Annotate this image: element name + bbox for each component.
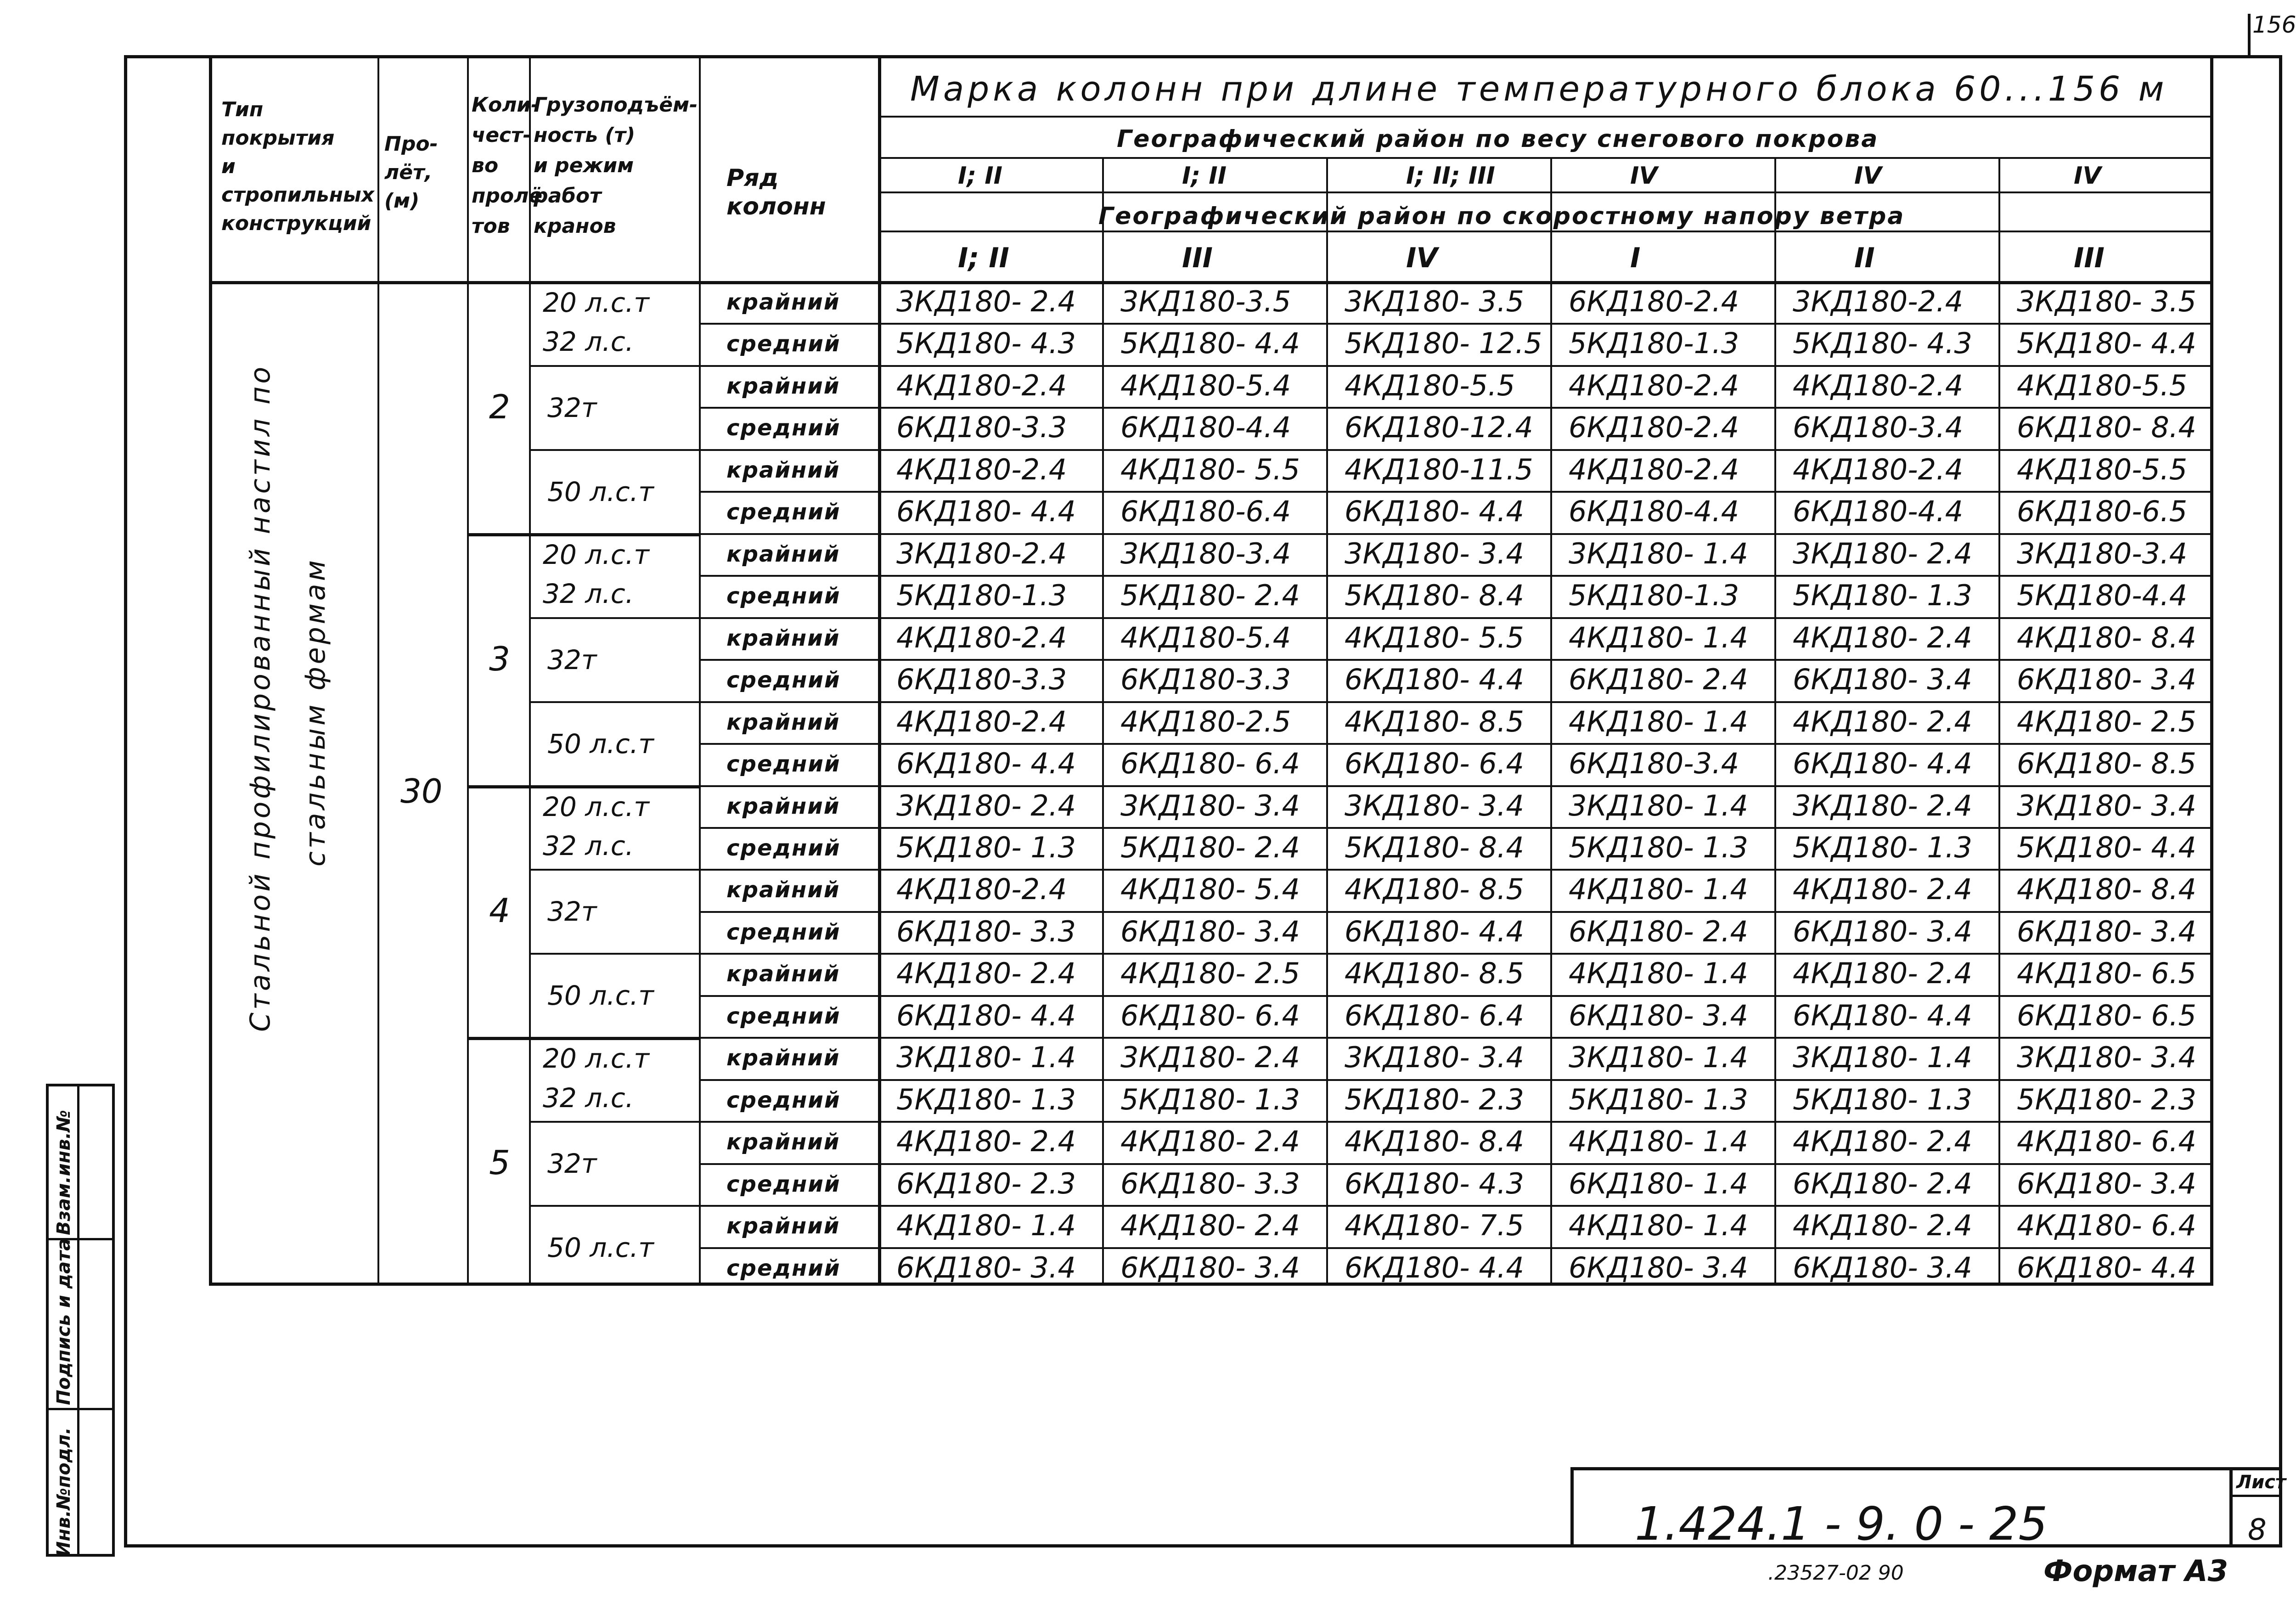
column-mark-cell: 4КД180-2.4 bbox=[1569, 368, 1739, 402]
grid-line bbox=[1998, 157, 2000, 1286]
column-mark-cell: 5КД180- 4.4 bbox=[2017, 830, 2196, 864]
column-mark-cell: 6КД180-3.3 bbox=[896, 411, 1067, 445]
column-marks-table bbox=[209, 55, 2213, 1286]
column-mark-cell: 3КД180- 1.4 bbox=[896, 1041, 1076, 1075]
grid-line bbox=[699, 1037, 2213, 1039]
column-mark-cell: 6КД180- 6.4 bbox=[1120, 747, 1300, 781]
column-mark-cell: 5КД180- 4.3 bbox=[1793, 326, 1972, 360]
header-span-label: лёт, bbox=[384, 161, 433, 184]
grid-line bbox=[529, 617, 699, 619]
crane-load-label: 50 л.с.т bbox=[547, 476, 654, 507]
column-mark-cell: 6КД180- 6.5 bbox=[2017, 998, 2196, 1032]
grid-line bbox=[699, 1121, 2213, 1123]
row-type-label: крайний bbox=[726, 793, 840, 819]
grid-line bbox=[699, 491, 2213, 493]
column-mark-cell: 3КД180- 1.4 bbox=[1569, 1041, 1748, 1075]
header-span-label: Про- bbox=[384, 132, 438, 156]
row-type-label: средний bbox=[726, 1087, 841, 1113]
table-title: Марка колонн при длине температурного блока 60...156 м bbox=[910, 69, 2168, 109]
column-mark-cell: 6КД180- 6.4 bbox=[1345, 998, 1524, 1032]
span-count: 2 bbox=[489, 387, 510, 426]
column-mark-cell: 4КД180-2.4 bbox=[896, 620, 1067, 654]
side-stamp-cell bbox=[49, 1408, 112, 1559]
sheet-number: 8 bbox=[2248, 1513, 2267, 1547]
grid-line bbox=[699, 785, 2213, 787]
column-mark-cell: 4КД180-5.5 bbox=[2017, 452, 2188, 486]
header-qty-label: пролё bbox=[472, 184, 543, 208]
column-mark-cell: 4КД180- 1.4 bbox=[1569, 620, 1748, 654]
column-mark-cell: 4КД180- 2.5 bbox=[1120, 957, 1300, 990]
crane-load-label: 32 л.с. bbox=[543, 830, 634, 861]
column-mark-cell: 3КД180- 1.4 bbox=[1569, 788, 1748, 822]
crane-load-label: 20 л.с.т bbox=[543, 539, 649, 570]
column-mark-cell: 6КД180- 4.4 bbox=[1345, 663, 1524, 697]
grid-line bbox=[467, 1037, 699, 1040]
footer-format: Формат А3 bbox=[2043, 1554, 2228, 1588]
column-mark-cell: 4КД180-2.4 bbox=[896, 368, 1067, 402]
snow-region-5: IV bbox=[1854, 162, 1882, 190]
header-qty-label: чест- bbox=[472, 124, 531, 147]
column-mark-cell: 6КД180- 4.4 bbox=[896, 495, 1076, 529]
column-mark-cell: 3КД180- 3.4 bbox=[2017, 788, 2196, 822]
column-mark-cell: 6КД180- 4.4 bbox=[1793, 747, 1972, 781]
column-mark-cell: 4КД180- 2.4 bbox=[1120, 1125, 1300, 1159]
snow-region-6: IV bbox=[2074, 162, 2101, 190]
span-value: 30 bbox=[400, 772, 443, 810]
column-mark-cell: 4КД180- 8.4 bbox=[2017, 620, 2196, 654]
column-mark-cell: 4КД180- 2.4 bbox=[1793, 1125, 1972, 1159]
grid-line bbox=[699, 617, 2213, 619]
column-mark-cell: 4КД180- 5.5 bbox=[1345, 620, 1524, 654]
column-mark-cell: 4КД180-11.5 bbox=[1345, 452, 1533, 486]
sheet-label: Лист bbox=[2236, 1472, 2286, 1493]
column-mark-cell: 3КД180- 1.4 bbox=[1569, 536, 1748, 570]
column-mark-cell: 3КД180- 3.5 bbox=[1345, 285, 1524, 318]
grid-line bbox=[467, 785, 699, 788]
grid-line bbox=[699, 659, 2213, 661]
column-mark-cell: 6КД180- 2.3 bbox=[896, 1166, 1076, 1200]
column-mark-cell: 5КД180-1.3 bbox=[1569, 579, 1739, 613]
column-mark-cell: 4КД180- 1.4 bbox=[1569, 957, 1748, 990]
row-type-label: средний bbox=[726, 1255, 841, 1281]
column-mark-cell: 4КД180- 2.5 bbox=[2017, 704, 2196, 738]
column-mark-cell: 4КД180- 2.4 bbox=[1793, 957, 1972, 990]
column-mark-cell: 3КД180- 3.4 bbox=[1345, 536, 1524, 570]
side-stamp-cell bbox=[49, 1238, 112, 1408]
column-mark-cell: 6КД180- 4.4 bbox=[1345, 1250, 1524, 1284]
crane-load-label: 32 л.с. bbox=[543, 578, 634, 610]
column-mark-cell: 3КД180-2.4 bbox=[896, 536, 1067, 570]
column-mark-cell: 4КД180- 8.4 bbox=[1345, 1125, 1524, 1159]
grid-line bbox=[212, 281, 2213, 284]
column-mark-cell: 6КД180-4.4 bbox=[1120, 411, 1291, 445]
snow-region-title: Географический район по весу снегового покрова bbox=[1117, 125, 1879, 153]
grid-line bbox=[699, 995, 2213, 997]
column-mark-cell: 5КД180- 1.3 bbox=[1120, 1082, 1300, 1116]
crane-load-label: 32т bbox=[547, 644, 597, 675]
column-mark-cell: 6КД180- 4.4 bbox=[896, 747, 1076, 781]
grid-line bbox=[878, 157, 2213, 159]
header-crane-label: ность (т) bbox=[534, 124, 636, 147]
column-mark-cell: 5КД180- 2.4 bbox=[1120, 579, 1300, 613]
row-type-label: крайний bbox=[726, 625, 840, 651]
column-mark-cell: 6КД180-3.3 bbox=[896, 663, 1067, 697]
grid-line bbox=[699, 743, 2213, 745]
row-type-label: средний bbox=[726, 1171, 841, 1197]
column-mark-cell: 6КД180- 4.3 bbox=[1345, 1166, 1524, 1200]
column-mark-cell: 4КД180- 7.5 bbox=[1345, 1209, 1524, 1243]
column-mark-cell: 5КД180- 1.3 bbox=[1793, 830, 1972, 864]
side-stamp-label: Подпись и дата bbox=[53, 1238, 74, 1405]
page-number: 156 bbox=[2252, 11, 2296, 38]
row-type-label: средний bbox=[726, 415, 841, 441]
column-mark-cell: 6КД180- 6.4 bbox=[1345, 747, 1524, 781]
column-mark-cell: 3КД180-3.4 bbox=[2017, 536, 2188, 570]
header-qty-label: во bbox=[472, 154, 499, 177]
column-mark-cell: 3КД180- 3.4 bbox=[1345, 788, 1524, 822]
wind-region-5: II bbox=[1854, 242, 1875, 274]
column-mark-cell: 6КД180-12.4 bbox=[1345, 411, 1533, 445]
column-mark-cell: 5КД180-1.3 bbox=[896, 579, 1067, 613]
crane-load-label: 50 л.с.т bbox=[547, 728, 654, 760]
column-mark-cell: 6КД180- 3.4 bbox=[1793, 1250, 1972, 1284]
column-mark-cell: 3КД180- 3.4 bbox=[1345, 1041, 1524, 1075]
header-type-label: стропильных bbox=[221, 183, 375, 207]
column-mark-cell: 6КД180- 3.3 bbox=[1120, 1166, 1300, 1200]
snow-region-4: IV bbox=[1630, 162, 1658, 190]
column-mark-cell: 3КД180- 1.4 bbox=[1793, 1041, 1972, 1075]
column-mark-cell: 6КД180- 3.4 bbox=[1793, 663, 1972, 697]
column-mark-cell: 6КД180- 3.4 bbox=[1793, 914, 1972, 948]
column-mark-cell: 6КД180-3.3 bbox=[1120, 663, 1291, 697]
grid-line bbox=[699, 701, 2213, 703]
column-mark-cell: 5КД180- 8.4 bbox=[1345, 579, 1524, 613]
column-mark-cell: 6КД180- 4.4 bbox=[1345, 914, 1524, 948]
row-type-label: крайний bbox=[726, 289, 840, 315]
column-mark-cell: 4КД180- 8.5 bbox=[1345, 704, 1524, 738]
grid-line bbox=[699, 911, 2213, 913]
row-type-label: средний bbox=[726, 667, 841, 693]
crane-load-label: 50 л.с.т bbox=[547, 980, 654, 1012]
column-mark-cell: 6КД180- 8.4 bbox=[2017, 411, 2196, 445]
grid-line bbox=[1326, 157, 1328, 1286]
side-stamp-cell bbox=[49, 1086, 112, 1238]
column-mark-cell: 4КД180- 8.4 bbox=[2017, 872, 2196, 906]
footer-order-code: .23527-02 90 bbox=[1768, 1561, 1904, 1585]
grid-line bbox=[699, 449, 2213, 451]
row-type-label: средний bbox=[726, 919, 841, 945]
header-type-label: покрытия bbox=[221, 126, 335, 150]
column-mark-cell: 4КД180- 1.4 bbox=[896, 1209, 1076, 1243]
column-mark-cell: 6КД180-2.4 bbox=[1569, 411, 1739, 445]
header-span-label: (м) bbox=[384, 189, 420, 213]
crane-load-label: 20 л.с.т bbox=[543, 791, 649, 822]
column-mark-cell: 6КД180- 3.4 bbox=[896, 1250, 1076, 1284]
grid-line bbox=[878, 191, 2213, 193]
row-type-label: средний bbox=[726, 751, 841, 777]
header-type-label: Тип bbox=[221, 98, 264, 121]
grid-line bbox=[699, 1079, 2213, 1081]
grid-line bbox=[878, 231, 2213, 232]
crane-load-label: 32 л.с. bbox=[543, 1082, 634, 1114]
side-stamp bbox=[46, 1084, 115, 1557]
grid-line bbox=[529, 58, 531, 1286]
roof-type-label: Стальной профилированный настил по bbox=[244, 364, 276, 1032]
column-mark-cell: 4КД180-5.5 bbox=[2017, 368, 2188, 402]
column-mark-cell: 5КД180- 4.4 bbox=[2017, 326, 2196, 360]
span-count: 3 bbox=[489, 639, 510, 678]
row-type-label: крайний bbox=[726, 877, 840, 903]
column-mark-cell: 5КД180-4.4 bbox=[2017, 579, 2188, 613]
row-type-label: крайний bbox=[726, 1045, 840, 1071]
snow-region-3: I; II; III bbox=[1406, 162, 1495, 190]
grid-line bbox=[699, 58, 701, 1286]
grid-line bbox=[878, 58, 881, 1286]
column-mark-cell: 6КД180- 3.4 bbox=[2017, 1166, 2196, 1200]
column-mark-cell: 6КД180-4.4 bbox=[1793, 495, 1964, 529]
column-mark-cell: 6КД180-3.4 bbox=[1569, 747, 1739, 781]
grid-line bbox=[529, 869, 699, 871]
column-mark-cell: 5КД180- 2.4 bbox=[1120, 830, 1300, 864]
wind-region-6: III bbox=[2074, 242, 2105, 274]
column-mark-cell: 3КД180- 2.4 bbox=[1793, 536, 1972, 570]
column-mark-cell: 4КД180-5.4 bbox=[1120, 368, 1291, 402]
grid-line bbox=[699, 365, 2213, 367]
crane-load-label: 32 л.с. bbox=[543, 326, 634, 358]
column-mark-cell: 6КД180- 4.4 bbox=[896, 998, 1076, 1032]
column-mark-cell: 6КД180- 2.4 bbox=[1793, 1166, 1972, 1200]
grid-line bbox=[699, 953, 2213, 955]
column-mark-cell: 6КД180- 6.4 bbox=[1120, 998, 1300, 1032]
row-type-label: средний bbox=[726, 331, 841, 357]
column-mark-cell: 5КД180- 2.3 bbox=[2017, 1082, 2196, 1116]
crane-load-label: 32т bbox=[547, 1148, 597, 1180]
column-mark-cell: 4КД180-5.4 bbox=[1120, 620, 1291, 654]
column-mark-cell: 3КД180-3.4 bbox=[1120, 536, 1291, 570]
column-mark-cell: 5КД180- 1.3 bbox=[896, 830, 1076, 864]
row-type-label: крайний bbox=[726, 1129, 840, 1155]
row-type-label: крайний bbox=[726, 457, 840, 483]
column-mark-cell: 5КД180- 1.3 bbox=[1793, 579, 1972, 613]
column-mark-cell: 4КД180- 2.4 bbox=[1120, 1209, 1300, 1243]
column-mark-cell: 6КД180- 8.5 bbox=[2017, 747, 2196, 781]
column-mark-cell: 4КД180- 2.4 bbox=[896, 957, 1076, 990]
row-type-label: крайний bbox=[726, 541, 840, 567]
column-mark-cell: 6КД180- 4.4 bbox=[1345, 495, 1524, 529]
column-mark-cell: 3КД180- 2.4 bbox=[896, 285, 1076, 318]
row-type-label: средний bbox=[726, 499, 841, 525]
grid-line bbox=[529, 953, 699, 955]
column-mark-cell: 6КД180- 4.4 bbox=[1793, 998, 1972, 1032]
column-mark-cell: 4КД180-2.5 bbox=[1120, 704, 1291, 738]
column-mark-cell: 5КД180-1.3 bbox=[1569, 326, 1739, 360]
column-mark-cell: 4КД180- 6.4 bbox=[2017, 1209, 2196, 1243]
column-mark-cell: 4КД180- 5.4 bbox=[1120, 872, 1300, 906]
column-mark-cell: 4КД180- 6.4 bbox=[2017, 1125, 2196, 1159]
column-mark-cell: 3КД180- 2.4 bbox=[896, 788, 1076, 822]
column-mark-cell: 5КД180- 1.3 bbox=[1793, 1082, 1972, 1116]
grid-line bbox=[699, 1247, 2213, 1249]
grid-line bbox=[529, 1205, 699, 1207]
wind-region-2: III bbox=[1182, 242, 1213, 274]
grid-line bbox=[699, 1205, 2213, 1207]
column-mark-cell: 6КД180- 1.4 bbox=[1569, 1166, 1748, 1200]
column-mark-cell: 6КД180-3.4 bbox=[1793, 411, 1964, 445]
header-crane-label: работ bbox=[534, 184, 602, 208]
row-type-label: крайний bbox=[726, 373, 840, 399]
crane-load-label: 20 л.с.т bbox=[543, 1043, 649, 1075]
grid-line bbox=[529, 701, 699, 703]
side-stamp-label: Инв.№подл. bbox=[53, 1427, 74, 1557]
column-mark-cell: 4КД180- 1.4 bbox=[1569, 872, 1748, 906]
row-type-label: крайний bbox=[726, 1213, 840, 1239]
crane-load-label: 20 л.с.т bbox=[543, 287, 649, 318]
header-row-label: колонн bbox=[726, 193, 826, 220]
column-mark-cell: 4КД180- 2.4 bbox=[1793, 620, 1972, 654]
column-mark-cell: 6КД180-6.4 bbox=[1120, 495, 1291, 529]
column-mark-cell: 6КД180- 3.4 bbox=[2017, 914, 2196, 948]
row-type-label: средний bbox=[726, 835, 841, 861]
column-mark-cell: 5КД180- 1.3 bbox=[1569, 1082, 1748, 1116]
header-row-label: Ряд bbox=[726, 164, 779, 192]
document-code: 1.424.1 - 9. 0 - 25 bbox=[1635, 1497, 2048, 1551]
column-mark-cell: 3КД180-2.4 bbox=[1793, 285, 1964, 318]
row-type-label: средний bbox=[726, 583, 841, 609]
column-mark-cell: 4КД180- 2.4 bbox=[1793, 872, 1972, 906]
column-mark-cell: 6КД180-4.4 bbox=[1569, 495, 1739, 529]
grid-line bbox=[377, 58, 379, 1286]
grid-line bbox=[699, 827, 2213, 829]
column-mark-cell: 4КД180- 1.4 bbox=[1569, 1125, 1748, 1159]
column-mark-cell: 6КД180- 3.4 bbox=[1569, 1250, 1748, 1284]
grid-line bbox=[1102, 157, 1104, 1286]
column-mark-cell: 3КД180- 3.5 bbox=[2017, 285, 2196, 318]
wind-region-1: I; II bbox=[958, 242, 1009, 274]
header-qty-label: тов bbox=[472, 214, 510, 238]
roof-type-label: стальным фермам bbox=[299, 557, 332, 867]
page-number-mark bbox=[2248, 14, 2251, 57]
column-mark-cell: 6КД180-2.4 bbox=[1569, 285, 1739, 318]
crane-load-label: 32т bbox=[547, 896, 597, 928]
column-mark-cell: 4КД180-5.5 bbox=[1345, 368, 1515, 402]
column-mark-cell: 5КД180- 4.4 bbox=[1120, 326, 1300, 360]
side-stamp-label: Взам.инв.№ bbox=[53, 1110, 74, 1235]
column-mark-cell: 3КД180-3.5 bbox=[1120, 285, 1291, 318]
grid-line bbox=[529, 1121, 699, 1123]
header-crane-label: Грузоподъём- bbox=[534, 93, 698, 117]
column-mark-cell: 6КД180- 3.4 bbox=[1569, 998, 1748, 1032]
column-mark-cell: 4КД180- 2.4 bbox=[1793, 704, 1972, 738]
grid-line bbox=[1774, 157, 1776, 1286]
column-mark-cell: 4КД180- 6.5 bbox=[2017, 957, 2196, 990]
grid-line bbox=[699, 1163, 2213, 1165]
grid-line bbox=[1550, 157, 1552, 1286]
column-mark-cell: 3КД180- 2.4 bbox=[1120, 1041, 1300, 1075]
column-mark-cell: 5КД180- 2.3 bbox=[1345, 1082, 1524, 1116]
column-mark-cell: 6КД180- 3.4 bbox=[1120, 1250, 1300, 1284]
column-mark-cell: 5КД180- 1.3 bbox=[896, 1082, 1076, 1116]
header-crane-label: кранов bbox=[534, 214, 616, 238]
column-mark-cell: 3КД180- 2.4 bbox=[1793, 788, 1972, 822]
crane-load-label: 32т bbox=[547, 392, 597, 423]
column-mark-cell: 4КД180- 8.5 bbox=[1345, 957, 1524, 990]
header-qty-label: Коли- bbox=[472, 93, 540, 117]
span-count: 4 bbox=[489, 891, 510, 930]
grid-line bbox=[529, 365, 699, 367]
column-mark-cell: 4КД180- 8.5 bbox=[1345, 872, 1524, 906]
column-mark-cell: 5КД180- 8.4 bbox=[1345, 830, 1524, 864]
column-mark-cell: 4КД180-2.4 bbox=[896, 704, 1067, 738]
grid-line bbox=[878, 116, 2213, 118]
row-type-label: крайний bbox=[726, 961, 840, 987]
snow-region-1: I; II bbox=[958, 162, 1002, 190]
column-mark-cell: 4КД180-2.4 bbox=[1793, 452, 1964, 486]
grid-line bbox=[467, 58, 469, 1286]
column-mark-cell: 4КД180- 1.4 bbox=[1569, 1209, 1748, 1243]
column-mark-cell: 6КД180- 2.4 bbox=[1569, 914, 1748, 948]
column-mark-cell: 4КД180-2.4 bbox=[1793, 368, 1964, 402]
column-mark-cell: 6КД180- 3.4 bbox=[2017, 663, 2196, 697]
crane-load-label: 50 л.с.т bbox=[547, 1232, 654, 1264]
header-crane-label: и режим bbox=[534, 154, 634, 177]
column-mark-cell: 6КД180- 2.4 bbox=[1569, 663, 1748, 697]
row-type-label: средний bbox=[726, 1003, 841, 1029]
wind-region-4: I bbox=[1630, 242, 1641, 274]
grid-line bbox=[699, 575, 2213, 577]
column-mark-cell: 6КД180- 4.4 bbox=[2017, 1250, 2196, 1284]
column-mark-cell: 6КД180- 3.4 bbox=[1120, 914, 1300, 948]
row-type-label: крайний bbox=[726, 709, 840, 735]
grid-line bbox=[699, 407, 2213, 409]
column-mark-cell: 6КД180- 3.3 bbox=[896, 914, 1076, 948]
column-mark-cell: 3КД180- 3.4 bbox=[1120, 788, 1300, 822]
wind-region-title: Географический район по скоростному напору ветра bbox=[1098, 203, 1905, 230]
column-mark-cell: 4КД180-2.4 bbox=[896, 872, 1067, 906]
column-mark-cell: 5КД180- 12.5 bbox=[1345, 326, 1542, 360]
column-mark-cell: 4КД180-2.4 bbox=[1569, 452, 1739, 486]
column-mark-cell: 4КД180- 2.4 bbox=[896, 1125, 1076, 1159]
grid-line bbox=[529, 449, 699, 451]
wind-region-3: IV bbox=[1406, 242, 1438, 274]
grid-line bbox=[699, 533, 2213, 535]
grid-line bbox=[699, 323, 2213, 325]
snow-region-2: I; II bbox=[1182, 162, 1227, 190]
column-mark-cell: 4КД180- 1.4 bbox=[1569, 704, 1748, 738]
column-mark-cell: 5КД180- 4.3 bbox=[896, 326, 1076, 360]
span-count: 5 bbox=[489, 1143, 510, 1182]
column-mark-cell: 6КД180-6.5 bbox=[2017, 495, 2188, 529]
column-mark-cell: 3КД180- 3.4 bbox=[2017, 1041, 2196, 1075]
grid-line bbox=[467, 533, 699, 536]
column-mark-cell: 4КД180- 5.5 bbox=[1120, 452, 1300, 486]
header-type-label: и bbox=[221, 155, 236, 178]
header-type-label: конструкций bbox=[221, 212, 371, 235]
column-mark-cell: 4КД180- 2.4 bbox=[1793, 1209, 1972, 1243]
column-mark-cell: 5КД180- 1.3 bbox=[1569, 830, 1748, 864]
column-mark-cell: 4КД180-2.4 bbox=[896, 452, 1067, 486]
grid-line bbox=[699, 869, 2213, 871]
